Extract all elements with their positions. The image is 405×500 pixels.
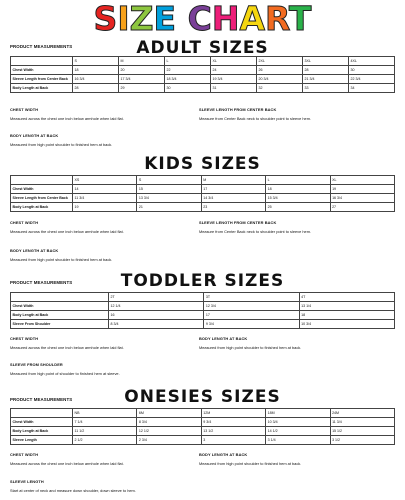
row-label: Chest Width — [11, 418, 73, 427]
note-desc: Measured across the chest one inch below armhole when laid flat. — [10, 229, 124, 234]
note-desc: Measured from high point of shoulder to finished hem at sleeve. — [10, 371, 120, 376]
measurement-cell: 3 1/4 — [266, 436, 330, 445]
size-header-cell: S — [73, 57, 119, 66]
kids-note-body — [10, 248, 180, 262]
measurement-cell: 19 — [330, 185, 394, 194]
measurement-cell: 26 — [257, 66, 303, 75]
measurement-cell: 14 1/2 — [266, 427, 330, 436]
note-title: CHEST WIDTH — [10, 452, 39, 457]
row-label: Body Length at Back — [11, 203, 73, 212]
adult-note-chest — [10, 107, 180, 121]
size-header-cell: 24M — [330, 409, 394, 418]
measurement-cell: 18 — [266, 185, 330, 194]
table-row — [11, 427, 395, 436]
measurement-cell: 22 3/4 — [349, 75, 395, 84]
table-row — [11, 418, 395, 427]
size-header-row — [11, 176, 395, 185]
measurement-cell: 17 3/4 — [119, 75, 165, 84]
measurement-cell: 9 3/4 — [201, 418, 265, 427]
onesies-note-body — [199, 452, 369, 466]
table-row — [11, 203, 395, 212]
note-title: SLEEVE FROM SHOULDER — [10, 362, 63, 367]
measurement-cell: 8 3/4 — [109, 320, 204, 329]
measurement-cell: 8 3/4 — [137, 418, 201, 427]
note-desc: Start at center of neck and measure down shoulder, down sleeve to hem. — [10, 488, 136, 493]
measurement-cell: 29 — [119, 84, 165, 93]
row-label: Chest Width — [11, 66, 73, 75]
measurement-cell: 33 — [303, 84, 349, 93]
row-label: Sleeve Length from Center Back — [11, 194, 73, 203]
toddler-size-table — [10, 292, 395, 329]
page-title — [0, 0, 405, 38]
measurement-cell: 28 — [303, 66, 349, 75]
measurement-cell: 11 3/4 — [330, 418, 394, 427]
header-corner-cell — [11, 409, 73, 418]
measurement-cell: 12 1/4 — [109, 302, 204, 311]
table-row — [11, 302, 395, 311]
row-label: Chest Width — [11, 302, 109, 311]
title-letter: C — [187, 0, 212, 38]
note-title: BODY LENGTH AT BACK — [10, 248, 59, 253]
measurement-cell: 13 1/4 — [299, 302, 394, 311]
measurement-cell: 11 1/2 — [73, 427, 137, 436]
size-header-cell: L — [266, 176, 330, 185]
note-desc: Measured from high point shoulder to finished hem at back. — [199, 345, 302, 350]
title-letter: T — [288, 0, 312, 38]
table-row — [11, 84, 395, 93]
table-row — [11, 185, 395, 194]
size-header-cell: XL — [211, 57, 257, 66]
measurement-cell: 19 — [73, 203, 137, 212]
measurement-cell: 32 — [257, 84, 303, 93]
size-header-cell: S — [137, 176, 201, 185]
title-letter: I — [117, 0, 130, 38]
size-header-cell: L — [165, 57, 211, 66]
note-title: BODY LENGTH AT BACK — [199, 452, 248, 457]
onesies-product-measurements-label: PRODUCT MEASUREMENTS — [10, 397, 73, 402]
kids-sizes-heading: KIDS SIZES — [144, 154, 261, 174]
size-header-cell: 2T — [109, 293, 204, 302]
measurement-cell: 17 — [204, 311, 299, 320]
onesies-sizes-heading: ONESIES SIZES — [124, 387, 281, 407]
note-title: SLEEVE LENGTH — [10, 479, 44, 484]
size-header-cell: 3T — [204, 293, 299, 302]
measurement-cell: 7 1/4 — [73, 418, 137, 427]
size-header-cell: 3XL — [303, 57, 349, 66]
toddler-product-measurements-label: PRODUCT MEASUREMENTS — [10, 280, 73, 285]
note-title: CHEST WIDTH — [10, 220, 39, 225]
table-row — [11, 66, 395, 75]
note-desc: Measured across the chest one inch below armhole when laid flat. — [10, 461, 124, 466]
row-label: Sleeve From Shoulder — [11, 320, 109, 329]
measurement-cell: 15 3/4 — [266, 194, 330, 203]
note-desc: Measured from high point shoulder to finished hem at back. — [10, 142, 113, 147]
size-header-row — [11, 57, 395, 66]
row-label: Sleeve Length from Center Back — [11, 75, 73, 84]
size-header-cell: M — [119, 57, 165, 66]
measurement-cell: 16 3/4 — [73, 75, 119, 84]
onesies-note-chest — [10, 452, 180, 466]
measurement-cell: 13 3/4 — [137, 194, 201, 203]
note-title: CHEST WIDTH — [10, 336, 39, 341]
table-row — [11, 311, 395, 320]
title-letter: H — [211, 0, 240, 38]
kids-note-chest — [10, 220, 180, 234]
note-desc: Measured across the chest one inch below armhole when laid flat. — [10, 345, 124, 350]
adult-note-body — [10, 133, 180, 147]
size-header-cell: XS — [73, 176, 137, 185]
onesies-size-table — [10, 408, 395, 445]
adult-product-measurements-label: PRODUCT MEASUREMENTS — [10, 44, 73, 49]
row-label: Chest Width — [11, 185, 73, 194]
note-desc: Measured from high point shoulder to finished hem at back. — [199, 461, 302, 466]
measurement-cell: 31 — [211, 84, 257, 93]
note-desc: Measure from Center Back neck to shoulder point to sleeve hem. — [199, 116, 312, 121]
header-corner-cell — [11, 176, 73, 185]
measurement-cell: 16 — [109, 311, 204, 320]
measurement-cell: 21 3/4 — [303, 75, 349, 84]
measurement-cell: 19 3/4 — [211, 75, 257, 84]
table-row — [11, 320, 395, 329]
measurement-cell: 23 — [201, 203, 265, 212]
size-header-cell: NB — [73, 409, 137, 418]
title-letter: Z — [129, 0, 154, 38]
title-letter: S — [93, 0, 118, 38]
measurement-cell: 9 3/4 — [204, 320, 299, 329]
note-desc: Measured from high point shoulder to finished hem at back. — [10, 257, 113, 262]
header-corner-cell — [11, 293, 109, 302]
measurement-cell: 18 — [73, 66, 119, 75]
measurement-cell: 18 — [299, 311, 394, 320]
table-row — [11, 194, 395, 203]
measurement-cell: 10 3/4 — [299, 320, 394, 329]
note-title: CHEST WIDTH — [10, 107, 39, 112]
note-desc: Measure from Center Back neck to shoulder point to sleeve hem. — [199, 229, 312, 234]
note-title: BODY LENGTH AT BACK — [10, 133, 59, 138]
row-label: Body Length at Back — [11, 311, 109, 320]
title-letter: A — [239, 0, 265, 38]
table-row — [11, 436, 395, 445]
size-header-cell: 6M — [137, 409, 201, 418]
adult-sizes-heading: ADULT SIZES — [136, 38, 269, 58]
title-letter: R — [264, 0, 289, 38]
measurement-cell: 34 — [349, 84, 395, 93]
size-header-cell: 2XL — [257, 57, 303, 66]
row-label: Sleeve Length — [11, 436, 73, 445]
size-header-cell: 4T — [299, 293, 394, 302]
size-header-row — [11, 293, 395, 302]
title-letter: E — [153, 0, 177, 38]
size-header-row — [11, 409, 395, 418]
size-header-cell: M — [201, 176, 265, 185]
measurement-cell: 27 — [330, 203, 394, 212]
toddler-note-body — [199, 336, 369, 350]
measurement-cell: 2 1/2 — [73, 436, 137, 445]
kids-size-table — [10, 175, 395, 212]
note-title: SLEEVE LENGTH FROM CENTER BACK — [199, 107, 277, 112]
measurement-cell: 10 3/4 — [266, 418, 330, 427]
measurement-cell: 24 — [211, 66, 257, 75]
toddler-sizes-heading: TODDLER SIZES — [120, 271, 285, 291]
toddler-note-sleeve — [10, 362, 180, 376]
measurement-cell: 12 3/4 — [204, 302, 299, 311]
adult-size-table — [10, 56, 395, 93]
measurement-cell: 30 — [349, 66, 395, 75]
note-desc: Measured across the chest one inch below armhole when laid flat. — [10, 116, 124, 121]
measurement-cell: 3 — [201, 436, 265, 445]
measurement-cell: 12 1/2 — [137, 427, 201, 436]
size-header-cell: XL — [330, 176, 394, 185]
size-header-cell: 18M — [266, 409, 330, 418]
row-label: Body Length at Back — [11, 427, 73, 436]
size-header-cell: 4XL — [349, 57, 395, 66]
size-header-cell: 12M — [201, 409, 265, 418]
measurement-cell: 11 3/4 — [73, 194, 137, 203]
onesies-note-sleeve — [10, 479, 180, 493]
row-label: Body Length at Back — [11, 84, 73, 93]
measurement-cell: 2 3/4 — [137, 436, 201, 445]
measurement-cell: 21 — [137, 203, 201, 212]
measurement-cell: 17 — [201, 185, 265, 194]
table-row — [11, 75, 395, 84]
measurement-cell: 18 3/4 — [165, 75, 211, 84]
note-title: SLEEVE LENGTH FROM CENTER BACK — [199, 220, 277, 225]
measurement-cell: 16 3/4 — [330, 194, 394, 203]
adult-note-sleeve — [199, 107, 369, 121]
measurement-cell: 14 — [73, 185, 137, 194]
kids-note-sleeve — [199, 220, 369, 234]
toddler-note-chest — [10, 336, 180, 350]
measurement-cell: 22 — [165, 66, 211, 75]
header-corner-cell — [11, 57, 73, 66]
measurement-cell: 3 1/2 — [330, 436, 394, 445]
measurement-cell: 20 — [119, 66, 165, 75]
title-space — [176, 0, 188, 38]
measurement-cell: 28 — [73, 84, 119, 93]
measurement-cell: 30 — [165, 84, 211, 93]
measurement-cell: 15 — [137, 185, 201, 194]
measurement-cell: 14 3/4 — [201, 194, 265, 203]
measurement-cell: 13 1/2 — [201, 427, 265, 436]
note-title: BODY LENGTH AT BACK — [199, 336, 248, 341]
measurement-cell: 15 1/2 — [330, 427, 394, 436]
measurement-cell: 25 — [266, 203, 330, 212]
measurement-cell: 20 3/4 — [257, 75, 303, 84]
